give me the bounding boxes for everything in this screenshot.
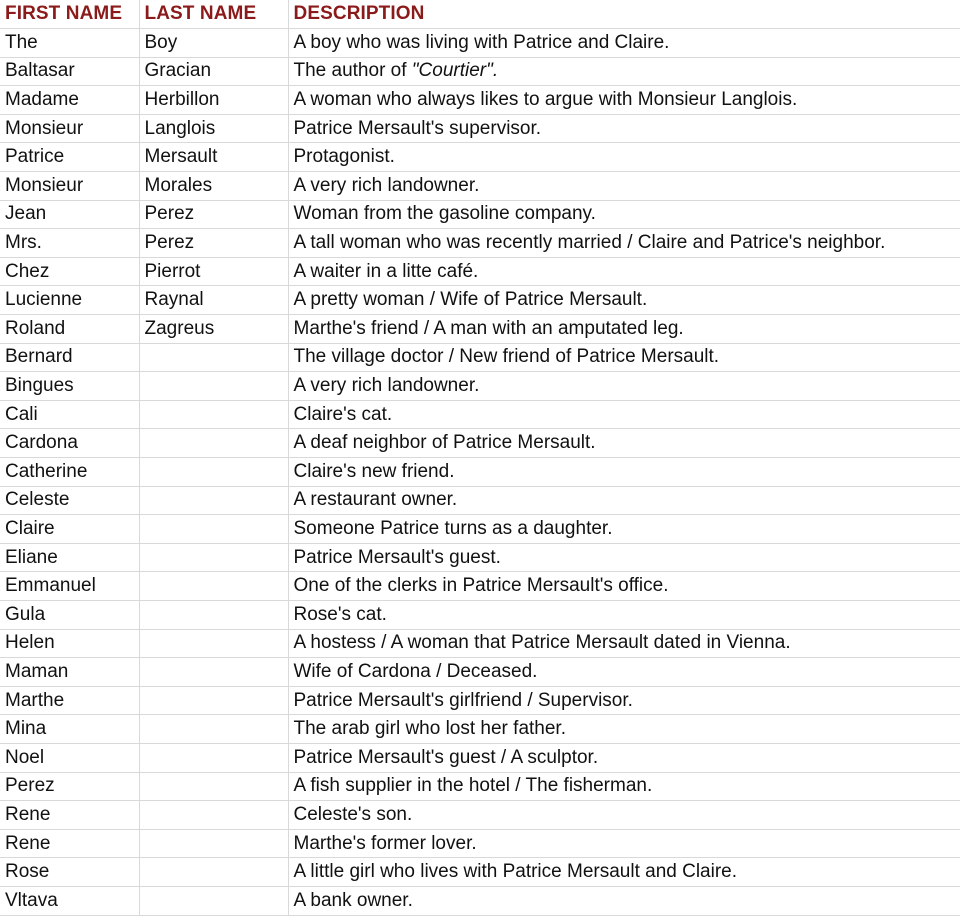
last-name-cell[interactable]: Pierrot	[139, 257, 288, 286]
description-cell[interactable]: Rose's cat.	[288, 600, 960, 629]
first-name-cell[interactable]: Monsieur	[0, 114, 139, 143]
first-name-cell[interactable]: Marthe	[0, 686, 139, 715]
first-name-cell[interactable]: Lucienne	[0, 286, 139, 315]
table-row	[0, 343, 960, 372]
first-name-cell[interactable]: Patrice	[0, 143, 139, 172]
table-row	[0, 543, 960, 572]
last-name-cell[interactable]: Perez	[139, 229, 288, 258]
last-name-cell[interactable]	[139, 343, 288, 372]
last-name-cell[interactable]	[139, 572, 288, 601]
last-name-cell[interactable]: Raynal	[139, 286, 288, 315]
last-name-cell[interactable]	[139, 858, 288, 887]
last-name-cell[interactable]	[139, 772, 288, 801]
table-row	[0, 886, 960, 915]
table-row	[0, 372, 960, 401]
first-name-cell[interactable]: Eliane	[0, 543, 139, 572]
table-row	[0, 257, 960, 286]
table-row	[0, 400, 960, 429]
last-name-cell[interactable]	[139, 886, 288, 915]
table-row	[0, 458, 960, 487]
header-last-name[interactable]: LAST NAME	[139, 0, 288, 29]
first-name-cell[interactable]: Chez	[0, 257, 139, 286]
last-name-cell[interactable]	[139, 801, 288, 830]
description-cell[interactable]: A very rich landowner.	[288, 172, 960, 201]
last-name-cell[interactable]	[139, 429, 288, 458]
description-cell[interactable]: A restaurant owner.	[288, 486, 960, 515]
first-name-cell[interactable]: Mina	[0, 715, 139, 744]
first-name-cell[interactable]: Catherine	[0, 458, 139, 487]
table-row	[0, 600, 960, 629]
last-name-cell[interactable]	[139, 486, 288, 515]
first-name-cell[interactable]: Monsieur	[0, 172, 139, 201]
last-name-cell[interactable]: Perez	[139, 200, 288, 229]
description-cell[interactable]: Woman from the gasoline company.	[288, 200, 960, 229]
first-name-cell[interactable]: Maman	[0, 658, 139, 687]
table-row	[0, 829, 960, 858]
table-row	[0, 57, 960, 86]
table-row	[0, 686, 960, 715]
last-name-cell[interactable]	[139, 743, 288, 772]
table-row	[0, 143, 960, 172]
first-name-cell[interactable]: Emmanuel	[0, 572, 139, 601]
description-cell[interactable]: Patrice Mersault's girlfriend / Supervisor.	[288, 686, 960, 715]
first-name-cell[interactable]: Rene	[0, 829, 139, 858]
description-cell[interactable]: A woman who always likes to argue with Monsieur Langlois.	[288, 86, 960, 115]
table-row	[0, 29, 960, 58]
description-cell[interactable]: Celeste's son.	[288, 801, 960, 830]
table-row	[0, 172, 960, 201]
table-row	[0, 743, 960, 772]
description-cell[interactable]: A very rich landowner.	[288, 372, 960, 401]
last-name-cell[interactable]: Morales	[139, 172, 288, 201]
first-name-cell[interactable]: Perez	[0, 772, 139, 801]
table-row	[0, 86, 960, 115]
first-name-cell[interactable]: Claire	[0, 515, 139, 544]
last-name-cell[interactable]	[139, 600, 288, 629]
description-cell[interactable]: Someone Patrice turns as a daughter.	[288, 515, 960, 544]
header-first-name[interactable]: FIRST NAME	[0, 0, 139, 29]
last-name-cell[interactable]	[139, 400, 288, 429]
table-row	[0, 486, 960, 515]
last-name-cell[interactable]	[139, 458, 288, 487]
first-name-cell[interactable]: Mrs.	[0, 229, 139, 258]
table-row	[0, 629, 960, 658]
header-row	[0, 0, 960, 29]
description-cell[interactable]: Claire's new friend.	[288, 458, 960, 487]
description-italic-text: "Courtier".	[411, 60, 499, 82]
description-cell[interactable]: A bank owner.	[288, 886, 960, 915]
last-name-cell[interactable]: Boy	[139, 29, 288, 58]
table-row	[0, 229, 960, 258]
first-name-cell[interactable]: Celeste	[0, 486, 139, 515]
description-cell[interactable]: A fish supplier in the hotel / The fisherman.	[288, 772, 960, 801]
description-cell[interactable]: Patrice Mersault's supervisor.	[288, 114, 960, 143]
description-text: The author of	[293, 60, 412, 82]
description-cell[interactable]: A pretty woman / Wife of Patrice Mersault.	[288, 286, 960, 315]
description-cell[interactable]	[288, 57, 960, 86]
description-cell[interactable]: A deaf neighbor of Patrice Mersault.	[288, 429, 960, 458]
table-row	[0, 772, 960, 801]
last-name-cell[interactable]	[139, 658, 288, 687]
first-name-cell[interactable]: Bernard	[0, 343, 139, 372]
first-name-cell[interactable]: The	[0, 29, 139, 58]
first-name-cell[interactable]: Roland	[0, 315, 139, 344]
description-cell[interactable]: Protagonist.	[288, 143, 960, 172]
last-name-cell[interactable]	[139, 715, 288, 744]
description-cell[interactable]: A hostess / A woman that Patrice Mersault dated in Vienna.	[288, 629, 960, 658]
table-row	[0, 801, 960, 830]
table-row	[0, 315, 960, 344]
first-name-cell[interactable]: Jean	[0, 200, 139, 229]
last-name-cell[interactable]: Langlois	[139, 114, 288, 143]
table-row	[0, 429, 960, 458]
first-name-cell[interactable]: Vltava	[0, 886, 139, 915]
last-name-cell[interactable]	[139, 629, 288, 658]
table-row	[0, 515, 960, 544]
last-name-cell[interactable]: Mersault	[139, 143, 288, 172]
last-name-cell[interactable]	[139, 543, 288, 572]
table-row	[0, 572, 960, 601]
table-row	[0, 715, 960, 744]
description-cell[interactable]: Marthe's former lover.	[288, 829, 960, 858]
table-row	[0, 286, 960, 315]
description-cell[interactable]: Marthe's friend / A man with an amputated leg.	[288, 315, 960, 344]
first-name-cell[interactable]: Gula	[0, 600, 139, 629]
description-cell[interactable]: Patrice Mersault's guest.	[288, 543, 960, 572]
description-cell[interactable]: A waiter in a litte café.	[288, 257, 960, 286]
table-row	[0, 114, 960, 143]
first-name-cell[interactable]: Bingues	[0, 372, 139, 401]
last-name-cell[interactable]	[139, 372, 288, 401]
first-name-cell[interactable]: Cardona	[0, 429, 139, 458]
last-name-cell[interactable]	[139, 515, 288, 544]
description-cell[interactable]: A boy who was living with Patrice and Claire.	[288, 29, 960, 58]
first-name-cell[interactable]: Baltasar	[0, 57, 139, 86]
first-name-cell[interactable]: Noel	[0, 743, 139, 772]
description-cell[interactable]: Claire's cat.	[288, 400, 960, 429]
first-name-cell[interactable]: Rose	[0, 858, 139, 887]
table-row	[0, 658, 960, 687]
description-cell[interactable]: A little girl who lives with Patrice Mersault and Claire.	[288, 858, 960, 887]
description-cell[interactable]: Patrice Mersault's guest / A sculptor.	[288, 743, 960, 772]
first-name-cell[interactable]: Cali	[0, 400, 139, 429]
last-name-cell[interactable]: Gracian	[139, 57, 288, 86]
first-name-cell[interactable]: Rene	[0, 801, 139, 830]
description-cell[interactable]: The arab girl who lost her father.	[288, 715, 960, 744]
table-body	[0, 29, 960, 915]
last-name-cell[interactable]: Herbillon	[139, 86, 288, 115]
description-cell[interactable]: The village doctor / New friend of Patrice Mersault.	[288, 343, 960, 372]
description-cell[interactable]: Wife of Cardona / Deceased.	[288, 658, 960, 687]
table-row	[0, 200, 960, 229]
first-name-cell[interactable]: Madame	[0, 86, 139, 115]
last-name-cell[interactable]	[139, 686, 288, 715]
first-name-cell[interactable]: Helen	[0, 629, 139, 658]
last-name-cell[interactable]	[139, 829, 288, 858]
description-cell[interactable]: One of the clerks in Patrice Mersault's office.	[288, 572, 960, 601]
description-cell[interactable]: A tall woman who was recently married / Claire and Patrice's neighbor.	[288, 229, 960, 258]
table-row	[0, 858, 960, 887]
last-name-cell[interactable]: Zagreus	[139, 315, 288, 344]
header-description[interactable]: DESCRIPTION	[288, 0, 960, 29]
